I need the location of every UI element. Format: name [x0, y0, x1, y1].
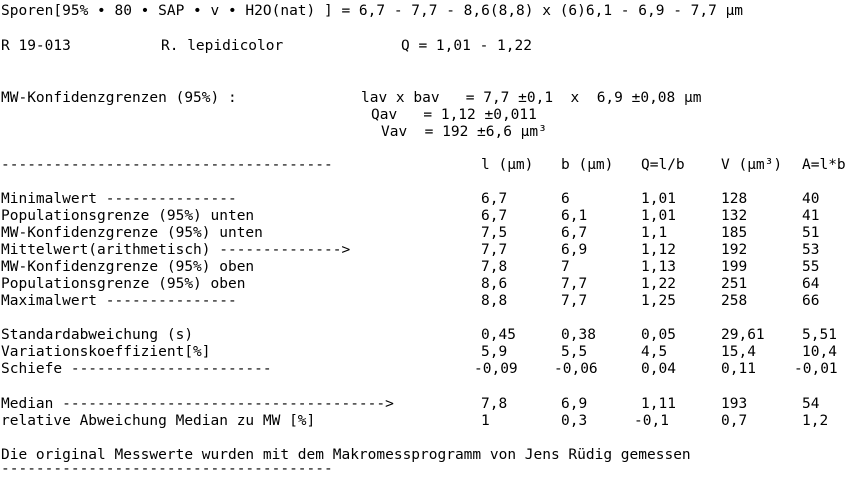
cell-breadth: 6	[561, 191, 570, 207]
sample-id: R 19-013	[1, 38, 71, 54]
spore-summary-line: Sporen[95% • 80 • SAP • v • H2O(nat) ] = 6,7 - 7,7 - 8,6(8,8) x (6)6,1 - 6,9 - 7,7 µm	[1, 3, 744, 19]
cell-q: 1,22	[641, 276, 676, 292]
cell-volume: 199	[721, 259, 748, 275]
lav-bav-value: lav x bav = 7,7 ±0,1 x 6,9 ±0,08 µm	[361, 90, 702, 106]
cell-breadth: 6,7	[561, 225, 588, 241]
column-header-area: A=l*b	[802, 157, 846, 173]
cell-area: 40	[802, 191, 820, 207]
cell-length: 6,7	[481, 208, 508, 224]
cell-volume: 0,11	[721, 361, 756, 377]
cell-length: 0,45	[481, 327, 516, 343]
cell-volume: 251	[721, 276, 748, 292]
q-range: Q = 1,01 - 1,22	[401, 38, 532, 54]
cell-volume: 132	[721, 208, 748, 224]
cell-breadth: -0,06	[554, 361, 598, 377]
column-header-volume: V (µm³)	[721, 157, 783, 173]
cell-length: 8,6	[481, 276, 508, 292]
cell-volume: 29,61	[721, 327, 765, 343]
cell-area: 66	[802, 293, 820, 309]
cell-area: 51	[802, 225, 820, 241]
row-label: Maximalwert ---------------	[1, 293, 237, 309]
cell-q: 1,11	[641, 396, 676, 412]
cell-length: 7,8	[481, 259, 508, 275]
cell-breadth: 6,9	[561, 242, 588, 258]
cell-breadth: 5,5	[561, 344, 588, 360]
cell-volume: 0,7	[721, 413, 748, 429]
row-label: MW-Konfidenzgrenze (95%) oben	[1, 259, 255, 275]
cell-length: 7,8	[481, 396, 508, 412]
column-header-length: l (µm)	[481, 157, 534, 173]
footer-divider: --------------------------------------	[1, 461, 333, 477]
qav-value: Qav = 1,12 ±0,011	[371, 107, 537, 123]
cell-area: 41	[802, 208, 820, 224]
cell-volume: 193	[721, 396, 748, 412]
row-label: Mittelwert(arithmetisch) -------------->	[1, 242, 351, 258]
cell-volume: 128	[721, 191, 748, 207]
cell-length: 8,8	[481, 293, 508, 309]
cell-area: 5,51	[802, 327, 837, 343]
cell-area: 1,2	[802, 413, 829, 429]
cell-area: 55	[802, 259, 820, 275]
cell-length: -0,09	[474, 361, 518, 377]
species-name: R. lepidicolor	[161, 38, 284, 54]
row-label: Standardabweichung (s)	[1, 327, 194, 343]
footer-note: Die original Messwerte wurden mit dem Makromessprogramm von Jens Rüdig gemessen	[1, 447, 691, 463]
cell-breadth: 0,3	[561, 413, 588, 429]
cell-length: 6,7	[481, 191, 508, 207]
cell-length: 7,7	[481, 242, 508, 258]
table-divider: --------------------------------------	[1, 157, 333, 173]
cell-q: 1,01	[641, 208, 676, 224]
row-label: Variationskoeffizient[%]	[1, 344, 211, 360]
mw-konfidenz-label: MW-Konfidenzgrenzen (95%) :	[1, 90, 237, 106]
cell-length: 5,9	[481, 344, 508, 360]
cell-area: -0,01	[794, 361, 838, 377]
cell-q: 1,01	[641, 191, 676, 207]
cell-breadth: 7	[561, 259, 570, 275]
cell-volume: 192	[721, 242, 748, 258]
cell-q: 0,05	[641, 327, 676, 343]
cell-volume: 15,4	[721, 344, 756, 360]
cell-q: 1,25	[641, 293, 676, 309]
cell-length: 1	[481, 413, 490, 429]
cell-breadth: 6,1	[561, 208, 588, 224]
row-label: Schiefe -----------------------	[1, 361, 272, 377]
cell-q: 1,12	[641, 242, 676, 258]
column-header-q: Q=l/b	[641, 157, 685, 173]
cell-breadth: 6,9	[561, 396, 588, 412]
cell-area: 10,4	[802, 344, 837, 360]
column-header-breadth: b (µm)	[561, 157, 614, 173]
row-label: Populationsgrenze (95%) oben	[1, 276, 246, 292]
cell-breadth: 7,7	[561, 276, 588, 292]
row-label: Median ------------------------------------->	[1, 396, 394, 412]
cell-q: 0,04	[641, 361, 676, 377]
vav-value: Vav = 192 ±6,6 µm³	[381, 124, 547, 140]
row-label: relative Abweichung Median zu MW [%]	[1, 413, 316, 429]
cell-q: -0,1	[634, 413, 669, 429]
cell-breadth: 7,7	[561, 293, 588, 309]
cell-area: 53	[802, 242, 820, 258]
cell-area: 54	[802, 396, 820, 412]
cell-q: 1,1	[641, 225, 668, 241]
cell-length: 7,5	[481, 225, 508, 241]
row-label: Minimalwert ---------------	[1, 191, 237, 207]
cell-q: 1,13	[641, 259, 676, 275]
cell-area: 64	[802, 276, 820, 292]
cell-volume: 258	[721, 293, 748, 309]
cell-q: 4,5	[641, 344, 668, 360]
cell-breadth: 0,38	[561, 327, 596, 343]
row-label: MW-Konfidenzgrenze (95%) unten	[1, 225, 263, 241]
cell-volume: 185	[721, 225, 748, 241]
row-label: Populationsgrenze (95%) unten	[1, 208, 255, 224]
